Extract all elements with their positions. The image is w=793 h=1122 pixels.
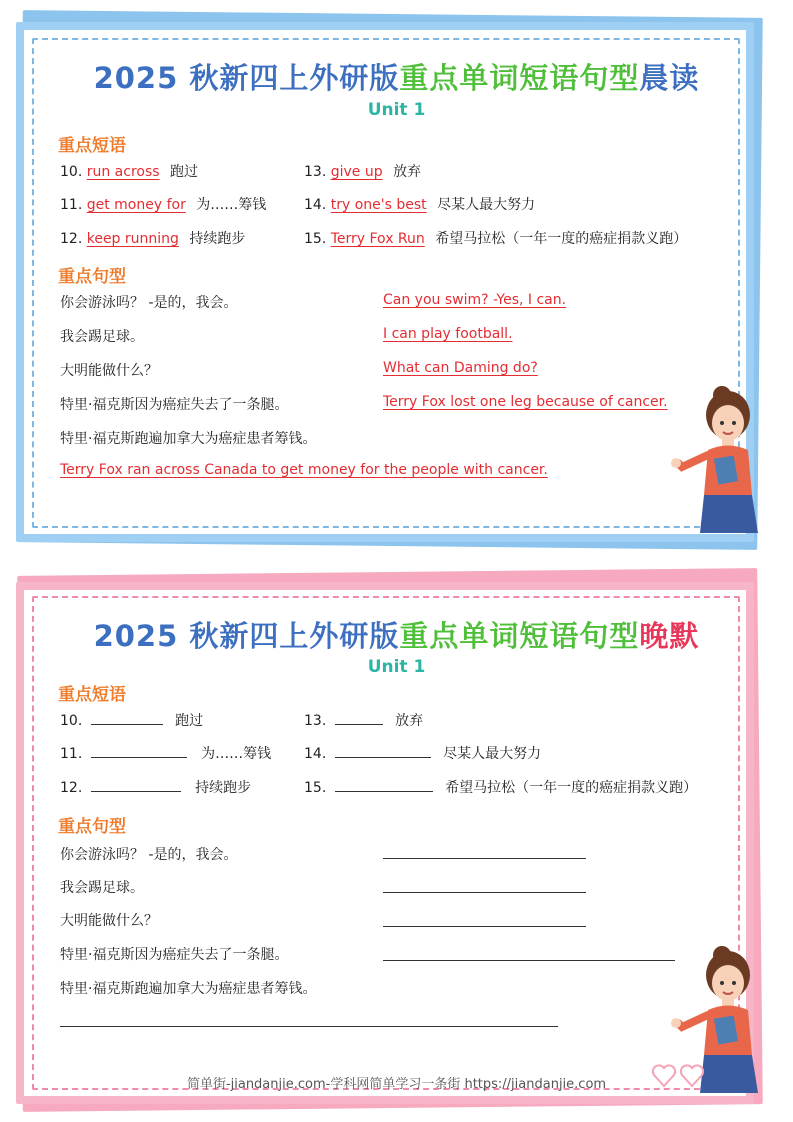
morning-phrase-10 bbox=[60, 161, 198, 181]
phrase-answer: try one's best bbox=[330, 197, 427, 213]
phrase-number: 11. bbox=[60, 746, 83, 762]
phrase-chinese: 尽某人最大努力 bbox=[443, 746, 542, 762]
morning-sentences-heading: 重点句型 bbox=[58, 267, 126, 287]
phrase-chinese: 尽某人最大努力 bbox=[437, 197, 536, 213]
evening-phrase-14 bbox=[304, 743, 541, 763]
answer-line[interactable] bbox=[383, 926, 586, 927]
phrase-chinese: 持续跑步 bbox=[195, 780, 252, 796]
morning-sentence-cn: 特里·福克斯因为癌症失去了一条腿。 bbox=[60, 397, 289, 413]
phrase-number: 10. bbox=[60, 713, 83, 729]
morning-title bbox=[0, 56, 793, 97]
phrase-number: 15. bbox=[304, 780, 327, 796]
morning-sentence-en: Terry Fox lost one leg because of cancer. bbox=[383, 394, 668, 410]
answer-line[interactable] bbox=[383, 858, 586, 859]
answer-blank[interactable] bbox=[91, 745, 187, 758]
phrase-number: 11. bbox=[60, 197, 83, 213]
answer-blank[interactable] bbox=[335, 745, 431, 758]
phrase-number: 10. bbox=[60, 164, 83, 180]
phrase-chinese: 为……筹钱 bbox=[196, 197, 267, 213]
morning-title-part1: 2025 秋新四上外研版 bbox=[93, 61, 400, 95]
phrase-chinese: 跑过 bbox=[170, 164, 199, 180]
evening-sentence-cn: 大明能做什么？ bbox=[60, 913, 158, 929]
morning-phrase-11 bbox=[60, 194, 266, 214]
evening-title-part1: 2025 秋新四上外研版 bbox=[93, 619, 400, 653]
phrase-answer: run across bbox=[86, 164, 160, 180]
phrase-answer: get money for bbox=[86, 197, 186, 213]
evening-phrases-heading: 重点短语 bbox=[58, 685, 126, 705]
phrase-chinese: 持续跑步 bbox=[189, 231, 246, 247]
answer-line[interactable] bbox=[383, 892, 586, 893]
phrase-chinese: 为……筹钱 bbox=[201, 746, 272, 762]
phrase-chinese: 放弃 bbox=[393, 164, 422, 180]
morning-unit: Unit 1 bbox=[367, 100, 426, 120]
answer-blank[interactable] bbox=[91, 779, 181, 792]
morning-phrase-15 bbox=[304, 228, 687, 248]
answer-blank[interactable] bbox=[91, 712, 163, 725]
evening-title-part2: 重点单词短语句型 bbox=[399, 619, 640, 653]
evening-title-part3: 晚默 bbox=[639, 619, 700, 653]
morning-sentence-cn: 我会踢足球。 bbox=[60, 329, 144, 345]
evening-sentence-cn: 我会踢足球。 bbox=[60, 880, 144, 896]
evening-phrase-15 bbox=[304, 777, 697, 797]
phrase-number: 15. bbox=[304, 231, 327, 247]
evening-sentence-cn: 特里·福克斯跑遍加拿大为癌症患者筹钱。 bbox=[60, 981, 317, 997]
evening-phrase-10 bbox=[60, 710, 203, 730]
evening-phrase-13 bbox=[304, 710, 423, 730]
phrase-number: 13. bbox=[304, 164, 327, 180]
morning-sentence-cn: 你会游泳吗？ -是的，我会。 bbox=[60, 295, 238, 311]
morning-sentence-en: Can you swim? -Yes, I can. bbox=[383, 292, 567, 308]
phrase-answer: Terry Fox Run bbox=[330, 231, 425, 247]
evening-unit: Unit 1 bbox=[367, 657, 426, 677]
evening-sentence-cn: 特里·福克斯因为癌症失去了一条腿。 bbox=[60, 947, 289, 963]
answer-line[interactable] bbox=[383, 960, 675, 961]
morning-phrase-12 bbox=[60, 228, 245, 248]
phrase-number: 12. bbox=[60, 231, 83, 247]
morning-phrase-13 bbox=[304, 161, 421, 181]
morning-phrases-heading: 重点短语 bbox=[58, 136, 126, 156]
morning-phrase-14 bbox=[304, 194, 535, 214]
phrase-number: 14. bbox=[304, 746, 327, 762]
phrase-answer: give up bbox=[330, 164, 383, 180]
evening-sentence-cn: 你会游泳吗？ -是的，我会。 bbox=[60, 847, 238, 863]
evening-title bbox=[0, 614, 793, 655]
morning-title-part2: 重点单词短语句型 bbox=[399, 61, 640, 95]
phrase-chinese: 跑过 bbox=[175, 713, 204, 729]
teacher-illustration-icon bbox=[660, 385, 765, 535]
evening-phrase-11 bbox=[60, 743, 271, 763]
phrase-chinese: 希望马拉松（一年一度的癌症捐款义跑） bbox=[445, 780, 698, 796]
morning-title-part3: 晨读 bbox=[639, 61, 700, 95]
phrase-number: 12. bbox=[60, 780, 83, 796]
morning-sentence-cn: 大明能做什么？ bbox=[60, 363, 158, 379]
answer-line[interactable] bbox=[60, 1026, 558, 1027]
evening-phrase-12 bbox=[60, 777, 251, 797]
morning-sentence-en: What can Daming do? bbox=[383, 360, 538, 376]
phrase-answer: keep running bbox=[86, 231, 179, 247]
phrase-number: 13. bbox=[304, 713, 327, 729]
morning-sentence-en: Terry Fox ran across Canada to get money for the people with cancer. bbox=[60, 462, 548, 478]
phrase-chinese: 放弃 bbox=[395, 713, 424, 729]
morning-sentence-cn: 特里·福克斯跑遍加拿大为癌症患者筹钱。 bbox=[60, 431, 317, 447]
answer-blank[interactable] bbox=[335, 779, 433, 792]
evening-sentences-heading: 重点句型 bbox=[58, 817, 126, 837]
answer-blank[interactable] bbox=[335, 712, 383, 725]
phrase-chinese: 希望马拉松（一年一度的癌症捐款义跑） bbox=[435, 231, 688, 247]
footer-watermark: 简单街-jiandanjie.com-学科网简单学习一条街 https://jiandanjie.com bbox=[186, 1077, 607, 1092]
morning-sentence-en: I can play football. bbox=[383, 326, 513, 342]
phrase-number: 14. bbox=[304, 197, 327, 213]
